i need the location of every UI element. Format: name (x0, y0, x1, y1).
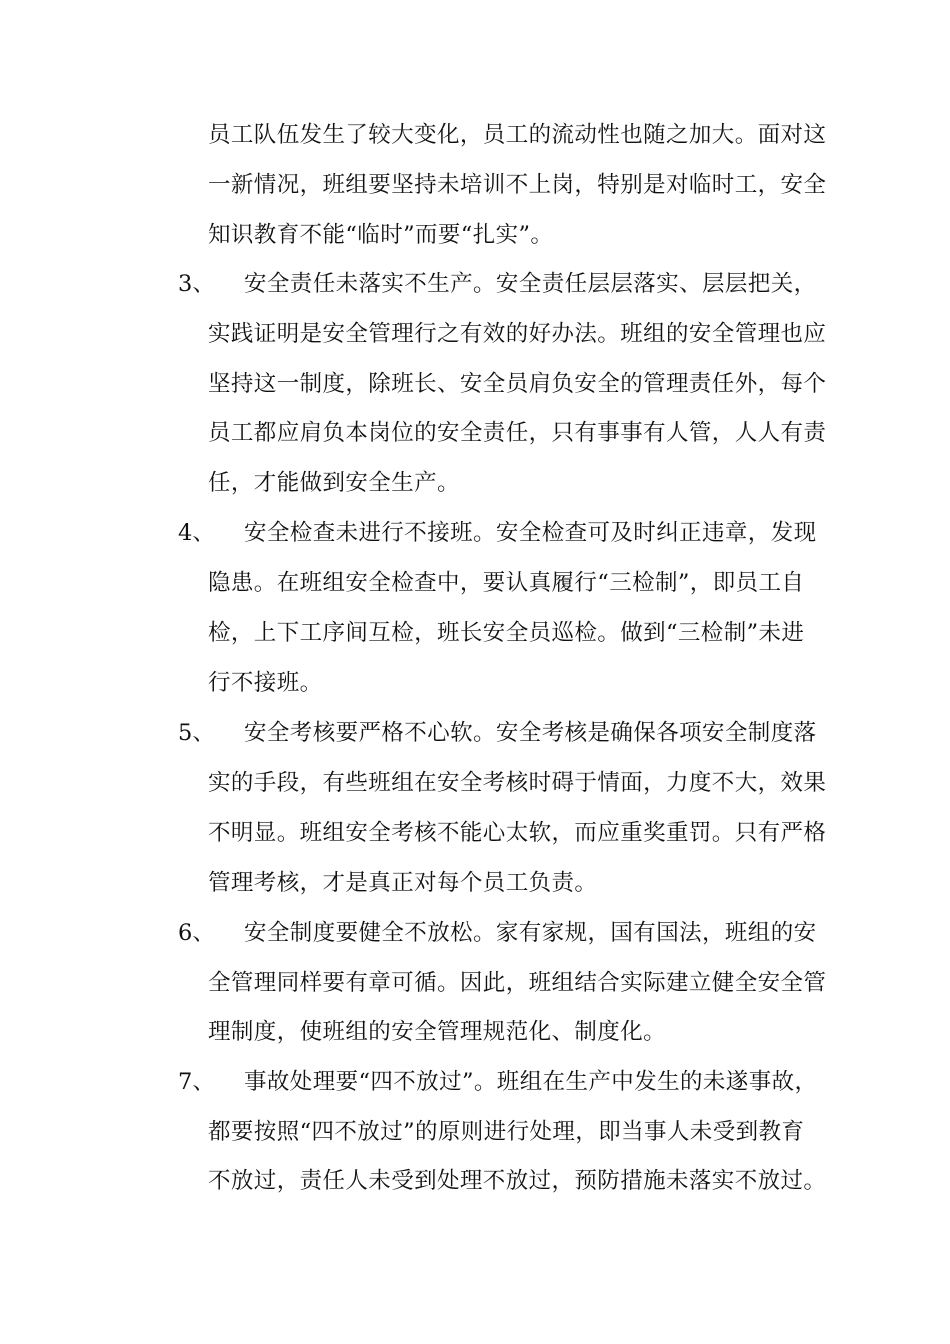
item-number: 4、 (178, 520, 215, 546)
text-line: 安全检查未进行不接班。安全检查可及时纠正违章，发现 (244, 520, 817, 546)
text-line: 安全制度要健全不放松。家有家规，国有国法，班组的安 (244, 920, 817, 946)
item-number: 6、 (178, 920, 215, 946)
text-line: 安全责任未落实不生产。安全责任层层落实、层层把关， (244, 271, 817, 297)
text-line: 安全考核要严格不心软。安全考核是确保各项安全制度落 (244, 720, 817, 746)
text-line: 员工队伍发生了较大变化，员工的流动性也随之加大。面对这 (208, 122, 827, 148)
text-line: 隐患。在班组安全检查中，要认真履行“三检制”，即员工自 (208, 570, 805, 596)
text-line: 任，才能做到安全生产。 (208, 470, 460, 496)
text-line: 坚持这一制度，除班长、安全员肩负安全的管理责任外，每个 (208, 371, 827, 397)
text-line: 管理考核，才是真正对每个员工负责。 (208, 870, 598, 896)
item-number: 3、 (178, 271, 215, 297)
text-line: 事故处理要“四不放过”。班组在生产中发生的未遂事故， (244, 1069, 818, 1095)
text-line: 不放过，责任人未受到处理不放过，预防措施未落实不放过。 (208, 1168, 827, 1194)
item-number: 7、 (178, 1069, 215, 1095)
text-line: 都要按照“四不放过”的原则进行处理，即当事人未受到教育 (208, 1119, 805, 1145)
text-line: 实的手段，有些班组在安全考核时碍于情面，力度不大，效果 (208, 770, 827, 796)
text-line: 全管理同样要有章可循。因此，班组结合实际建立健全安全管 (208, 970, 827, 996)
text-line: 行不接班。 (208, 670, 323, 696)
text-line: 知识教育不能“临时”而要“扎实”。 (208, 222, 554, 248)
item-number: 5、 (178, 720, 215, 746)
text-line: 员工都应肩负本岗位的安全责任，只有事事有人管，人人有责 (208, 420, 827, 446)
text-line: 理制度，使班组的安全管理规范化、制度化。 (208, 1019, 667, 1045)
text-line: 一新情况，班组要坚持未培训不上岗，特别是对临时工，安全 (208, 172, 827, 198)
text-line: 实践证明是安全管理行之有效的好办法。班组的安全管理也应 (208, 321, 827, 347)
text-line: 不明显。班组安全考核不能心太软，而应重奖重罚。只有严格 (208, 820, 827, 846)
text-line: 检，上下工序间互检，班长安全员巡检。做到“三检制”未进 (208, 620, 805, 646)
